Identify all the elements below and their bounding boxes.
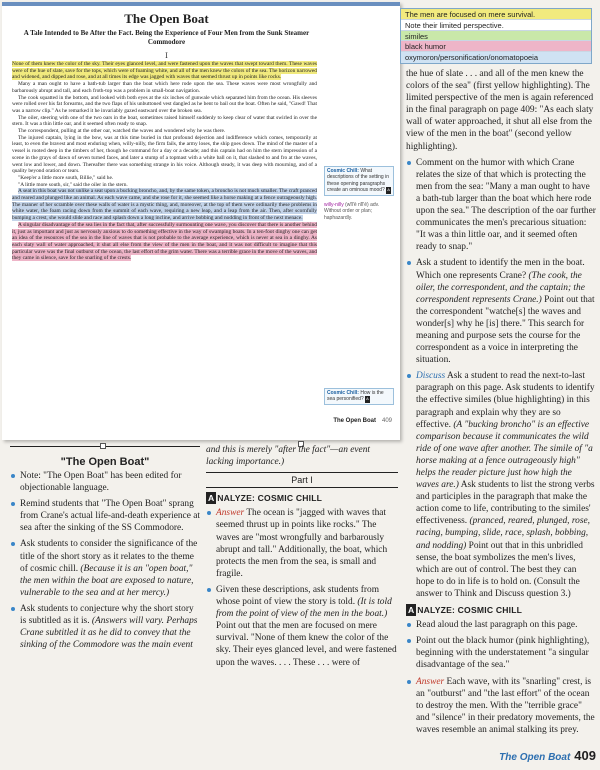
note-text: How is the sea personified? <box>327 390 384 403</box>
continued-text: and this is merely "after the fact"—an event lacking importance.) <box>206 445 371 468</box>
story-paragraph <box>12 61 317 81</box>
story-paragraph <box>12 188 317 222</box>
note-label: Cosmic Chill: <box>327 168 359 174</box>
story-body <box>12 61 317 413</box>
answer-label: Answer <box>216 508 245 519</box>
note-bullet: Remind students that "The Open Boat" sprang from Crane's actual life-and-death experience at sea after the sinking of the SS Commodore. <box>10 498 200 534</box>
footer-title: The Open Boat <box>333 418 376 424</box>
note-bullet: Ask a student to identify the men in the boat. Which one represents Crane? (The cook, the oiler, the correspondent, and the captain; the correspondent represents Crane.) Point out that the correspondent "watche[s] the waves and wonder[s] why he [is] there." This search for meaning and purpose sets the course for the correspondent as a voice in interpreting the situation. <box>406 257 596 366</box>
note-bullet: Note: "The Open Boat" has been edited for objectionable language. <box>10 470 200 494</box>
page-footer-title: The Open Boat <box>499 752 571 763</box>
analyze-heading: A NALYZE: COSMIC CHILL <box>408 605 523 616</box>
margin-note-cosmic-chill-1 <box>324 166 394 196</box>
teacher-section-title: "The Open Boat" <box>60 456 150 468</box>
teacher-notes-middle-column <box>206 444 398 673</box>
story-paragraph: The injured captain, lying in the bow, was at this time buried in that profound dejection and indifference which comes, temporarily at least, to even the bravest and most enduring when, willy-nilly, the firm fails, the army loses, the ship goes down. The mind of the master of a vessel is rooted deep in the timbers of her, though he command for a day or a decade; and this captain had on him the stern impression of a scene in the grays of dawn of seven turned faces, and later a stump of a topmast with a white ball on it, that slashed to and fro at the waves, went low and lower, and down. Thereafter there was something strange in his voice. Although steady, it was deep with mourning, and of a quality beyond oration or tears. <box>12 134 317 175</box>
student-page-footer <box>232 418 392 424</box>
story-title: The Open Boat <box>124 11 209 26</box>
teacher-notes-right-column <box>406 68 596 740</box>
note-label: Cosmic Chill: <box>327 390 359 396</box>
story-paragraph: The oiler, steering with one of the two oars in the boat, sometimes raised himself suddenly to keep clear of water that swirled in over the stern. It was a thin little oar, and it seemed often ready to snap. <box>12 114 317 128</box>
analyze-tag: A <box>366 396 369 402</box>
note-bullet: Ask students to consider the significance of the title of the short story as it relates to the theme of cosmic chill. (Because it is an "open boat," the men within the boat are exposed to nature, vulnerable to the sea and at her mercy.) <box>10 538 200 598</box>
analyze-heading: A NALYZE: COSMIC CHILL <box>208 493 323 504</box>
teacher-notes-left-column <box>10 470 200 655</box>
student-page-image <box>2 2 400 440</box>
story-paragraph <box>12 222 317 262</box>
page-footer <box>450 748 596 763</box>
note-bullet: Point out the black humor (pink highlighting), beginning with the understatement "a singular disadvantage of the sea." <box>406 635 596 671</box>
story-subtitle: A Tale Intended to Be After the Fact. Being the Experience of Four Men from the Sunk Steamer Commodore <box>23 29 310 46</box>
highlighted-passage: None of them knew the color of the sky. Their eyes glanced level, and were fastened upon the waves that swept toward them. These waves were of the hue of slate, save for the tops, which were of foaming white, and all of the men knew the colors of the sea. The horizon narrowed and widened, and dipped and rose, and at all times its edge was jagged with waves that seemed thrust up in points like rocks. <box>12 61 317 81</box>
legend-item-black-humor: black humor <box>401 41 591 52</box>
vocab-definition: (wĭl'ē nĭl'ē) adv. Without order or plan; haphazardly. <box>324 202 380 221</box>
note-bullet: Comment on the humor with which Crane relates the size of that which is protecting the men from the sea: "Many a man ought to have a bath-tub larger than the boat which here rode upon the sea." The description of the oar further communicates the men's precarious situation: "It was a thin little oar, and it seemed often ready to snap." <box>406 157 596 254</box>
note-bullet: Read aloud the last paragraph on this page. <box>406 619 596 631</box>
highlighted-passage: A singular disadvantage of the sea lies in the fact that, after successfully surmounting one wave, you discover that there is another behind it, just as important and just as nervously anxious to do something effective in the way of swamping boats. In a ten-foot dinghy one can get an idea of the resources of the sea in the line of waves that is not probable to the average experience, which is never at sea in a dinghy. As each slaty wall of water approached, it shut all else from the view of the men in the boat, and it was not difficult to imagine that this particular wave was the final outburst of the ocean, the last effort of the grim water. There was a terrible grace in the move of the waves, and they came in silence, save for the snarling of the crests. <box>12 221 317 262</box>
answer-label: Answer <box>416 676 445 687</box>
legend-item-survival: The men are focused on mere survival. <box>401 9 591 20</box>
note-bullet: Answer Each wave, with its "snarling" crest, is an "outburst" and "the last effort" of the ocean to destroy the men. With the "terrible grace" and "silence" in their predatory movements, the waves resemble an animal stalking its prey. <box>406 676 596 736</box>
story-paragraph: "Keep'er a little more south, Billie," said he. <box>18 174 114 181</box>
story-paragraph: The cook squatted in the bottom, and looked with both eyes at the six inches of gunwale which separated him from the ocean. His sleeves were rolled over his fat forearms, and the two flaps of his unbuttoned vest dangled as he bent to bail out the boat. Often he said, "Gawd! That was a narrow clip." As he remarked it he invariably gazed eastward over the broken sea. <box>12 94 317 114</box>
story-paragraph: "A little more south, sir," said the oiler in the stern. <box>18 181 128 188</box>
margin-note-cosmic-chill-2 <box>324 388 394 405</box>
legend-item-similes: similes <box>401 31 591 42</box>
top-color-band <box>2 2 400 6</box>
continued-text: the hue of slate . . . and all of the men knew the colors of the sea" (first yellow highlighting). The limited perspective of the men is again referenced in the final paragraph on page 409: "As each slaty wall of water approached, it shut all else from the view of the men in the boat" (second yellow highlighting). <box>406 69 594 152</box>
note-bullet: Given these descriptions, ask students from whose point of view the story is told. (It is told from the point of view of the men in the boat.) Point out that the men are focused on mere survival. "None of them knew the color of the sky. Their eyes glanced level, and were fastened upon the waves. . . . These . . . were of <box>206 584 398 669</box>
discuss-label: Discuss <box>416 371 446 382</box>
note-bullet: Answer The ocean is "jagged with waves that seemed thrust up in points like rocks." The waves are "most wrongfully and barbarously abrupt and tall." Additionally, the boat, which protects the men from the sea, is small and fragile. <box>206 507 398 580</box>
highlight-legend <box>400 8 592 64</box>
story-paragraph: The correspondent, pulling at the other oar, watched the waves and wondered why he was there. <box>18 128 226 135</box>
legend-item-figurative: oxymoron/personification/onomatopoeia <box>401 52 591 63</box>
page-number: 409 <box>574 748 596 763</box>
section-marker-icon <box>100 443 106 449</box>
story-paragraph: Many a man ought to have a bath-tub larger than the boat which here rode upon the sea. These waves were most wrongfully and barbarously abrupt and tall, and each froth-top was a problem in small-boat navigation. <box>12 81 317 94</box>
note-bullet: Ask students to conjecture why the short story is subtitled as it is. (Answers will vary. Perhaps Crane subtitled it as he did to convey that the sinking of the Commodore was the main event <box>10 603 200 651</box>
analyze-tag: A <box>387 187 390 193</box>
vocab-word: willy-nilly <box>324 202 344 208</box>
part-heading: Part I <box>206 472 398 488</box>
section-number: I <box>165 52 168 60</box>
legend-item-perspective: Note their limited perspective. <box>401 20 591 31</box>
note-bullet: Discuss Ask a student to read the next-to-last paragraph on this page. Ask students to identify the effective similes (blue highlighting) in this paragraph and explain why they are so effective. (A "bucking broncho" is an effective comparison because it communicates the wild ride of one wave after another. The simile of "a horse making at a fence outrageously high" helps the reader picture just how high the waves are.) Ask students to list the strong verbs and participles in the paragraph that make the action come to life, contributing to the similes' effectiveness. (pranced, reared, plunged, rose, racing, bumping, slide, race, splash, bobbing, and nodding) Point out that in this unbridled sense, the boat symbolizes the men's lives, which are out of control. The best they can hope to do in life is to hold on. (Consult the answer to Think and Discuss question 3.) <box>406 370 596 600</box>
note-text: What descriptions of the setting in these opening paragraphs create an ominous mood? <box>327 168 389 194</box>
highlighted-passage: A seat in this boat was not unlike a seat upon a bucking broncho, and, by the same token, a broncho is not much smaller. The craft pranced and reared and plunged like an animal. As each wave came, and she rose for it, she seemed like a horse making at a fence outrageously high. The manner of her scramble over these walls of water is a mystic thing, and, moreover, at the top of them were ordinarily these problems in white water, the foam racing down from the summit of each wave, requiring a new leap, and a leap from the air. Then, after scornfully bumping a crest, she would slide and race and splash down a long incline, and arrive bobbing and nodding in front of the next menace. <box>12 188 317 222</box>
margin-note-vocabulary <box>324 202 394 221</box>
footer-page-number: 409 <box>381 418 392 424</box>
